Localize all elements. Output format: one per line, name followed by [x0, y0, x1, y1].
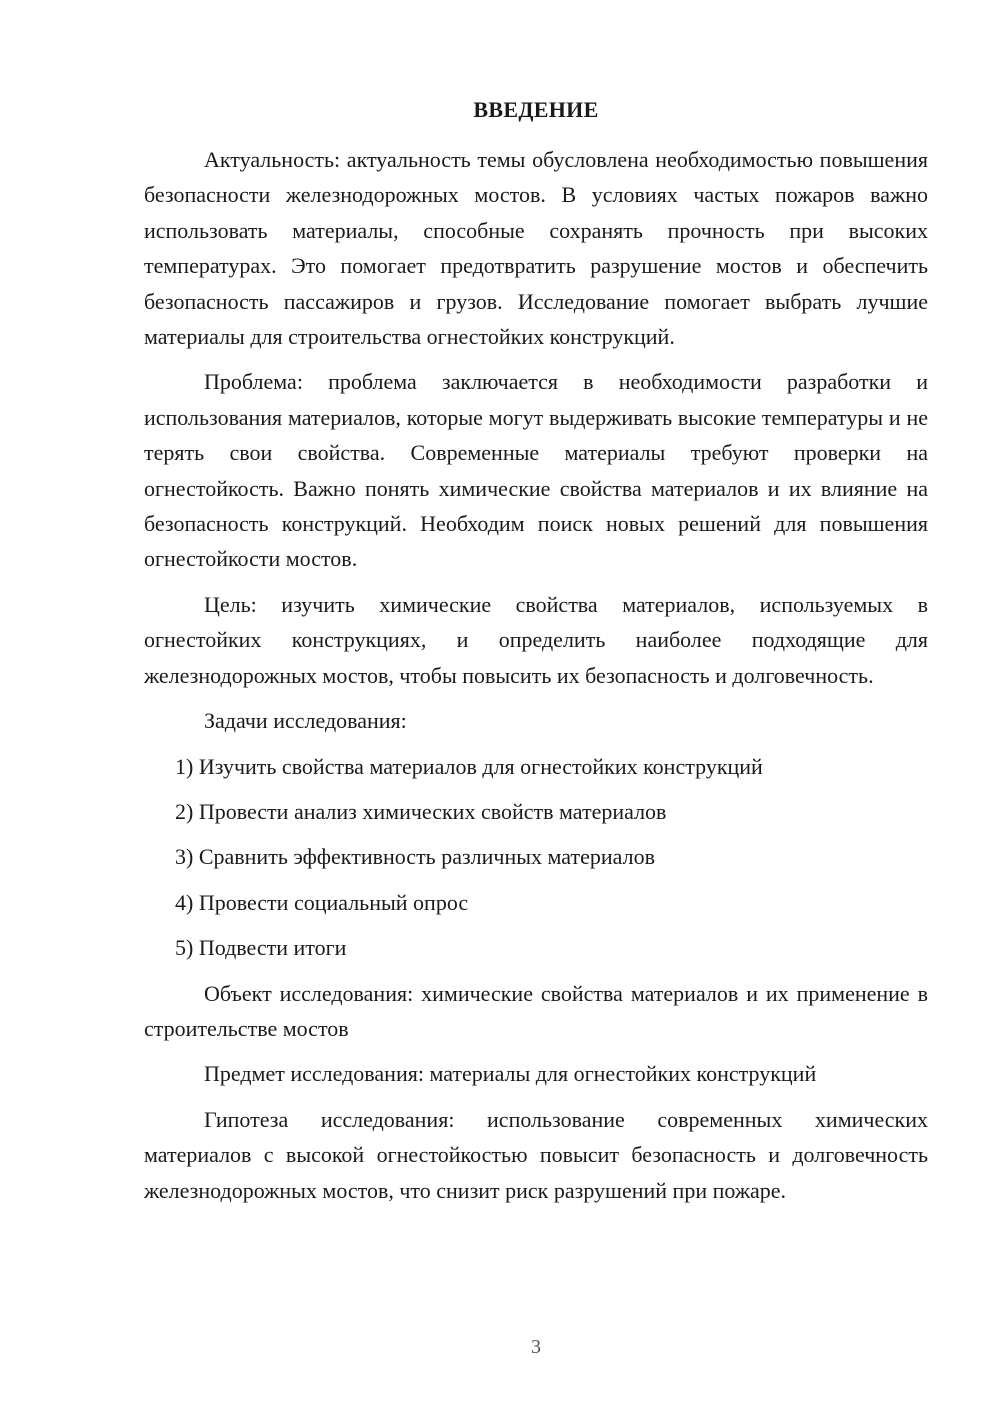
list-item: 2) Провести анализ химических свойств материалов: [175, 798, 667, 824]
subject-paragraph: Предмет исследования: материалы для огнестойких конструкций: [204, 1061, 817, 1087]
page-title: ВВЕДЕНИЕ: [473, 97, 599, 122]
list-item: 4) Провести социальный опрос: [175, 889, 469, 915]
object-paragraph: Объект исследования: химические свойства материалов и их применение в строительстве мостов: [144, 980, 928, 1041]
problem-paragraph: Проблема: проблема заключается в необходимости разработки и использования материалов, которые могут выдерживать высокие температуры и не терять свои свойства. Современные материалы требуют проверки на огнестойкость. Важно понять химические свойства материалов и их влияние на безопасность конструкций. Необходим поиск новых решений для повышения огнестойкости мостов.: [144, 369, 928, 572]
goal-paragraph: Цель: изучить химические свойства материалов, используемых в огнестойких конструкциях, и определить наиболее подходящие для железнодорожных мостов, чтобы повысить их безопасность и долговечность.: [144, 591, 928, 688]
list-item: 1) Изучить свойства материалов для огнестойких конструкций: [175, 753, 763, 779]
tasks-heading: Задачи исследования:: [204, 708, 407, 734]
tasks-list: [144, 749, 928, 966]
list-item: 3) Сравнить эффективность различных материалов: [175, 844, 655, 870]
hypothesis-paragraph: Гипотеза исследования: использование современных химических материалов с высокой огнестойкостью повысит безопасность и долговечность железнодорожных мостов, что снизит риск разрушений при пожаре.: [144, 1106, 928, 1203]
relevance-paragraph: Актуальность: актуальность темы обусловлена необходимостью повышения безопасности железнодорожных мостов. В условиях частых пожаров важно использовать материалы, способные сохранять прочность при высоких температурах. Это помогает предотвратить разрушение мостов и обеспечить безопасность пассажиров и грузов. Исследование помогает выбрать лучшие материалы для строительства огнестойких конструкций.: [144, 147, 928, 350]
page-number: 3: [531, 1336, 541, 1358]
document-page: [144, 0, 928, 1414]
list-item: 5) Подвести итоги: [175, 935, 347, 961]
document-body: [144, 142, 928, 1208]
